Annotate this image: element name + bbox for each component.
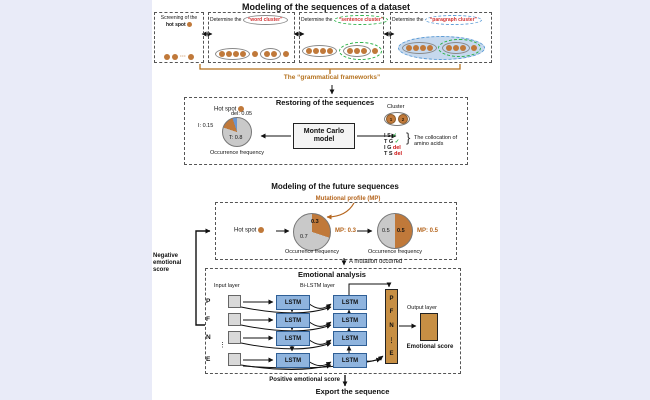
mutational-profile-label: Mutational profile (MP) (315, 196, 381, 202)
emotional-score-label: Emotional score (406, 344, 454, 350)
del-flag: del (394, 151, 403, 157)
bilstm-layer-label: Bi-LSTM layer (300, 283, 335, 289)
pie-del-label: del: 0.05 (231, 111, 253, 117)
sentence-cluster-chip: “sentence cluster” (334, 15, 388, 25)
monte-carlo-label: Monte Carlo model (303, 128, 345, 143)
check-icon: ✓ (394, 139, 400, 145)
sentence-cluster-text: Determine the “sentence cluster” (301, 15, 382, 25)
occurrence-pie (222, 117, 252, 147)
word-cluster-dots (210, 48, 293, 60)
future-section-title: Modeling of the future sequences (271, 182, 399, 191)
input-square (228, 331, 241, 344)
screening-dots (156, 54, 202, 60)
output-box (420, 313, 438, 341)
lstm-cell: LSTM (333, 331, 367, 346)
input-square (228, 353, 241, 366)
lstm-cell: LSTM (333, 313, 367, 328)
restoring-title: Restoring of the sequences (275, 98, 375, 107)
future-hotspot-label: Hot spot (234, 227, 264, 234)
hot-spot-dot (188, 54, 194, 60)
emotional-title: Emotional analysis (298, 270, 366, 279)
pair-row: I S ✓ (384, 133, 397, 139)
row-letter-p: P (206, 298, 211, 305)
pie2-orange-value: 0.5 (397, 228, 405, 234)
word-group-ellipse (302, 45, 337, 57)
lstm-cell: LSTM (276, 331, 310, 346)
export-sequence-label: Export the sequence (315, 387, 390, 396)
word-cluster-box (208, 12, 295, 63)
hot-spot-dot (258, 227, 264, 233)
cluster-label: Cluster (387, 104, 405, 110)
monte-carlo-box (293, 123, 355, 149)
sentence-group-ellipse (339, 42, 382, 60)
occurrence-frequency-label: Occurrence frequency (367, 249, 423, 255)
pie-t-label: T: 0.8 (229, 135, 243, 141)
sentence-cluster-box (299, 12, 384, 63)
paragraph-cluster-chip: “paragraph cluster” (425, 15, 482, 25)
vertical-dots: ⋮ (219, 342, 226, 349)
paragraph-cluster-dots (392, 36, 490, 60)
hot-spot-dot (187, 22, 192, 27)
paragraph-group-ellipse (398, 36, 485, 60)
lstm-cell: LSTM (333, 353, 367, 368)
word-cluster-chip: “word cluster” (243, 15, 288, 25)
row-letter-f: F (206, 316, 210, 323)
collocation-brace: } (406, 130, 411, 145)
lstm-cell: LSTM (333, 295, 367, 310)
positive-score-label: Positive emotional score (269, 377, 340, 383)
pair-row: T G ✓ (384, 139, 400, 145)
paragraph-cluster-box (390, 12, 492, 63)
del-flag: del (392, 145, 401, 151)
check-icon: ✓ (392, 133, 397, 139)
lstm-cell: LSTM (276, 313, 310, 328)
hot-spot-dot (172, 54, 178, 60)
ellipsis-dots: ··· (180, 54, 186, 60)
paragraph-cluster-text: Determine the “paragraph cluster” (392, 15, 490, 25)
word-group-ellipse (215, 48, 250, 60)
collocation-note: The collocation of amino acids (414, 135, 458, 147)
pair-row: I G del (384, 145, 401, 151)
mp1-label: MP: 0.3 (335, 228, 357, 234)
input-layer-label: Input layer (214, 283, 240, 289)
pie2-gray-value: 0.5 (382, 228, 390, 234)
screening-text: Screening of the hot spot (160, 15, 198, 28)
hot-spot-dot (252, 51, 258, 57)
input-square (228, 313, 241, 326)
hot-spot-dot (283, 51, 289, 57)
mutation-occurred-label: A mutation occurred (349, 259, 403, 265)
pie1-gray-value: 0.7 (300, 234, 308, 240)
pie1-orange-value: 0.3 (311, 219, 319, 225)
pair-row: T S del (384, 151, 403, 157)
dataset-section-title: Modeling of the sequences of a dataset (241, 2, 411, 12)
pie-i-label: I: 0.15 (198, 123, 214, 129)
sentence-cluster-dots (301, 42, 382, 60)
pfne-concat-box: P F N ⋮ E (385, 289, 398, 364)
row-letter-n: N (206, 334, 211, 341)
lstm-cell: LSTM (276, 295, 310, 310)
grammatical-frameworks-label: The “grammatical frameworks” (283, 74, 381, 81)
cluster-dot-2: 2 (398, 114, 408, 124)
negative-score-label: Negative emotional score (153, 253, 182, 273)
word-group-ellipse (260, 48, 281, 60)
cluster-ellipse (384, 112, 410, 126)
mp2-label: MP: 0.5 (417, 228, 439, 234)
output-layer-label: Output layer (407, 305, 437, 311)
occurrence-frequency-label: Occurrence frequency (209, 150, 265, 156)
hot-spot-dot (164, 54, 170, 60)
input-square (228, 295, 241, 308)
occurrence-frequency-label: Occurrence frequency (284, 249, 340, 255)
lstm-cell: LSTM (276, 353, 310, 368)
row-letter-e: E (206, 356, 211, 363)
cluster-dot-1: 1 (386, 114, 396, 124)
screening-box (154, 12, 204, 63)
restoring-hotspot-label: Hot spot (214, 106, 244, 113)
word-cluster-text: Determine the “word cluster” (210, 15, 293, 25)
